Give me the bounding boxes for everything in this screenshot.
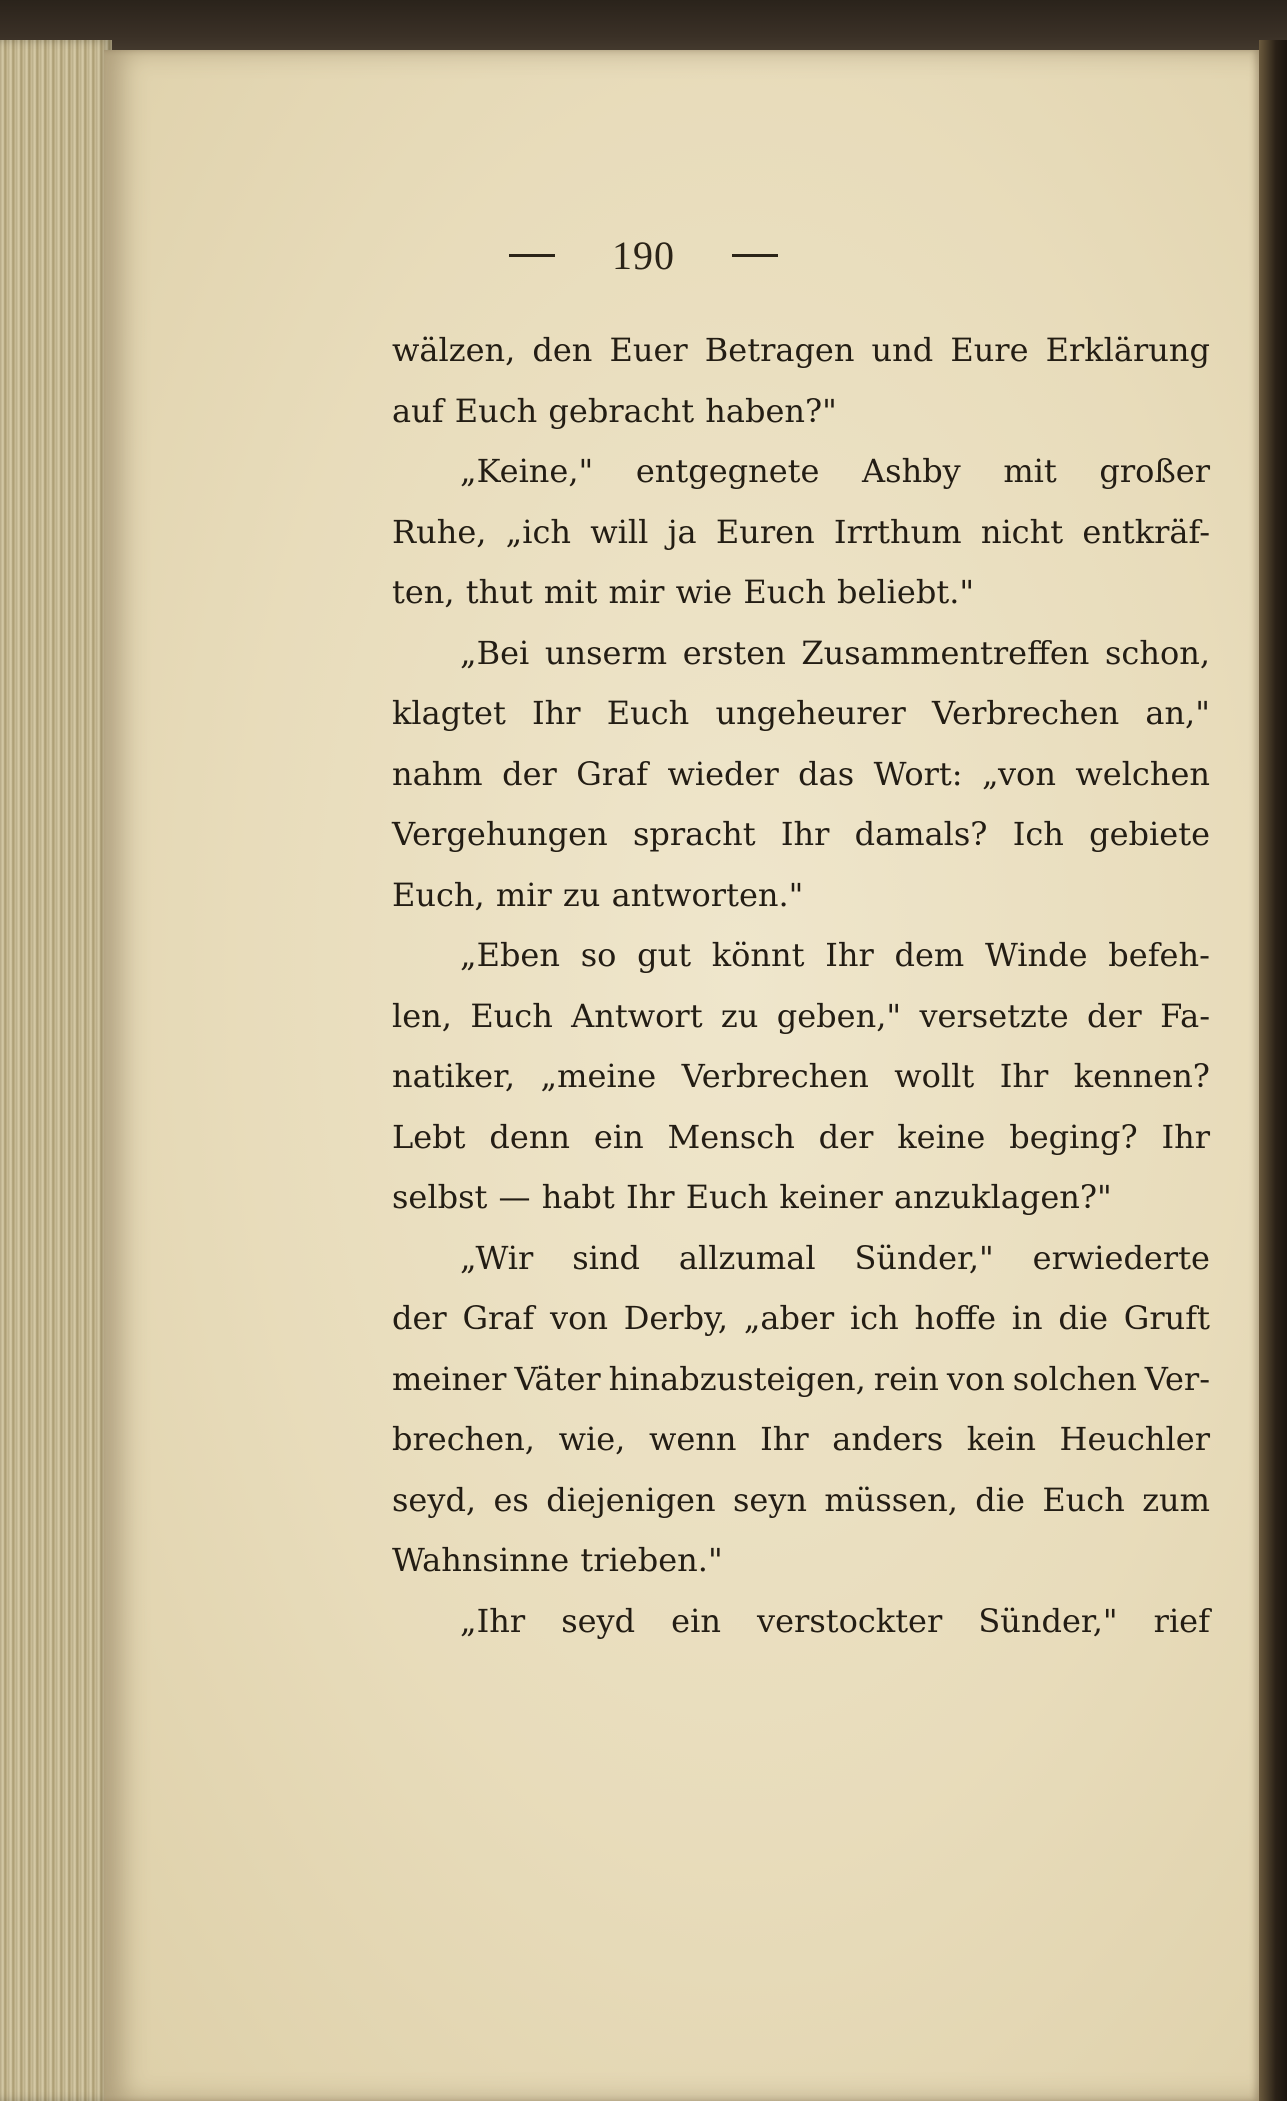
text-line: ten, thut mit mir wie Euch beliebt." [392,573,975,611]
text-line: „Bei unserm ersten Zusammentreffen schon, [460,633,1210,672]
text-line: „Wir sind allzumal Sünder," erwiederte [460,1238,1210,1277]
text-line: meiner Väter hinabzusteigen, rein von solchen Ver- [392,1359,1210,1398]
text-line: Ruhe, „ich will ja Euren Irrthum nicht entkräf- [392,512,1210,551]
text-line: natiker, „meine Verbrechen wollt Ihr kennen? [392,1057,1210,1095]
text-line: Euch, mir zu antworten." [392,875,804,914]
text-line: klagtet Ihr Euch ungeheurer Verbrechen an," [392,694,1210,732]
text-line: wälzen, den Euer Betragen und Eure Erklärung [392,331,1210,369]
page-stack-edge [0,40,112,2101]
text-line: selbst — habt Ihr Euch keiner anzuklagen?" [392,1178,1112,1216]
text-line: der Graf von Derby, „aber ich hoffe in die Gruft [392,1299,1210,1337]
right-binding-edge [1259,40,1287,2101]
body-text [392,320,1210,1651]
text-line: len, Euch Antwort zu geben," versetzte der Fa- [392,996,1210,1035]
text-line: Lebt denn ein Mensch der keine beging? Ihr [392,1117,1210,1156]
page-header [0,232,1287,279]
header-dash-right [732,254,778,257]
text-line: „Eben so gut könnt Ihr dem Winde befeh- [460,936,1210,974]
text-line: seyd, es diejenigen seyn müssen, die Euch zum [392,1480,1210,1519]
text-line: brechen, wie, wenn Ihr anders kein Heuchler [392,1420,1210,1458]
text-line: Wahnsinne trieben." [392,1541,723,1579]
text-line: auf Euch gebracht haben?" [392,391,837,430]
text-line: Vergehungen spracht Ihr damals? Ich gebiete [392,815,1210,853]
text-line: nahm der Graf wieder das Wort: „von welchen [392,754,1210,793]
text-line: „Ihr seyd ein verstockter Sünder," rief [460,1601,1210,1640]
page-number: 190 [612,233,675,278]
header-dash-left [509,254,555,257]
text-line: „Keine," entgegnete Ashby mit großer [460,452,1210,490]
